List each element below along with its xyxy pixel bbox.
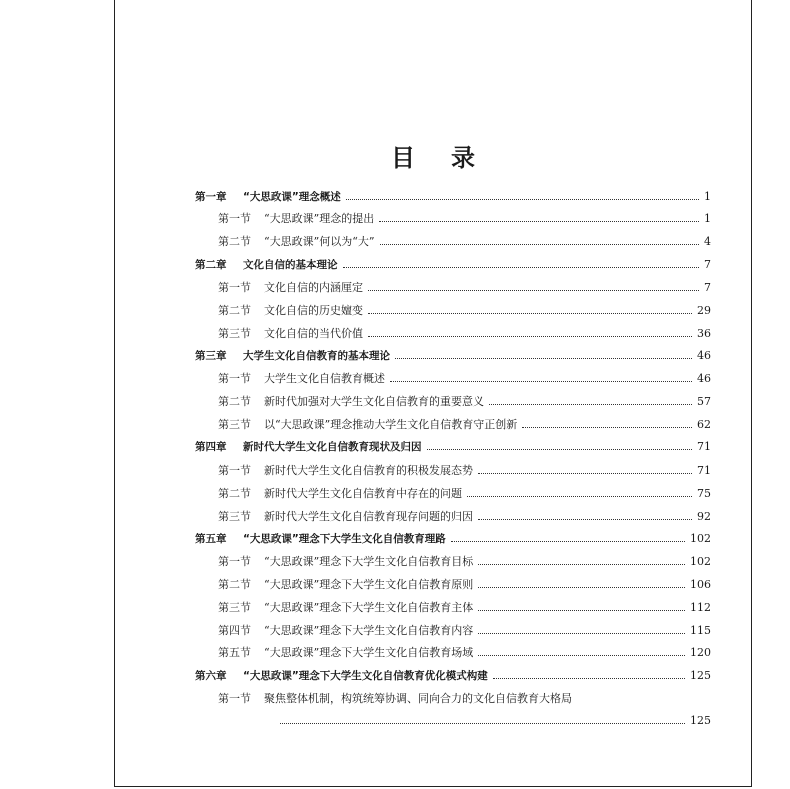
toc-leader-dots: [368, 313, 692, 314]
toc-section-row[interactable]: [218, 301, 711, 319]
toc-section-row[interactable]: [218, 689, 711, 707]
toc-entry-number: 第六章: [195, 669, 227, 682]
toc-page-number: 1: [704, 189, 711, 203]
toc-entry-number: 第二节: [218, 395, 251, 408]
book-page: [114, 0, 752, 787]
toc-leader-dots: [379, 221, 699, 222]
toc-entry-number: 第一章: [195, 190, 227, 203]
toc-page-number: 57: [697, 394, 711, 408]
toc-section-row[interactable]: [218, 621, 711, 639]
toc-section-row[interactable]: [218, 484, 711, 502]
toc-entry-title: “大思政课”理念下大学生文化自信教育主体: [264, 601, 474, 614]
toc-entry-number: 第三章: [195, 349, 227, 362]
toc-entry-title: “大思政课”何以为“大”: [264, 235, 375, 248]
toc-entry-title: 新时代大学生文化自信教育的积极发展态势: [264, 464, 473, 477]
toc-entry-title: “大思政课”理念下大学生文化自信教育理路: [243, 532, 446, 545]
toc-entry-number: 第一节: [218, 212, 251, 225]
toc-entry-title: 文化自信的历史嬗变: [264, 304, 363, 317]
toc-page-number: 120: [690, 645, 711, 659]
toc-page-number: 7: [704, 257, 711, 271]
toc-entry-title: 文化自信的当代价值: [264, 327, 363, 340]
toc-chapter-row[interactable]: [195, 529, 711, 547]
toc-entry-number: 第三节: [218, 601, 251, 614]
toc-page-number: 29: [697, 303, 711, 317]
toc-entry-number: 第五章: [195, 532, 227, 545]
toc-section-row[interactable]: [218, 643, 711, 661]
toc-leader-dots: [280, 723, 685, 724]
toc-entry-title: 大学生文化自信教育的基本理论: [243, 349, 390, 362]
toc-entry-number: 第一节: [218, 372, 251, 385]
toc-leader-dots: [380, 244, 700, 245]
page-title: [115, 138, 751, 173]
toc-leader-dots: [368, 290, 699, 291]
toc-chapter-row[interactable]: [195, 437, 711, 455]
toc-entry-title: “大思政课”理念的提出: [264, 212, 375, 225]
toc-page-number: 36: [697, 326, 711, 340]
toc-entry-number: 第二节: [218, 578, 251, 591]
toc-page-number: 71: [697, 439, 711, 453]
toc-section-row[interactable]: [218, 209, 711, 227]
toc-entry-number: 第四章: [195, 440, 227, 453]
toc-entry-number: 第一节: [218, 281, 251, 294]
toc-page-number: 4: [704, 234, 711, 248]
toc-leader-dots: [478, 655, 685, 656]
toc-section-row[interactable]: [218, 278, 711, 296]
toc-section-row[interactable]: [218, 575, 711, 593]
toc-page-number: 46: [697, 348, 711, 362]
toc-page-number: 125: [690, 713, 711, 727]
toc-section-row[interactable]: [218, 507, 711, 525]
toc-entry-title: 新时代大学生文化自信教育现状及归因: [243, 440, 422, 453]
toc-entry-number: 第一节: [218, 464, 251, 477]
toc-entry-title: “大思政课”理念概述: [243, 190, 341, 203]
toc-entry-number: 第三节: [218, 418, 251, 431]
toc-section-row[interactable]: [218, 415, 711, 433]
toc-leader-dots: [489, 404, 692, 405]
toc-section-row[interactable]: [218, 324, 711, 342]
toc-leader-dots: [343, 267, 700, 268]
toc-leader-dots: [478, 473, 692, 474]
toc-leader-dots: [478, 587, 685, 588]
toc-page-number: 1: [704, 211, 711, 225]
toc-entry-title: 新时代加强对大学生文化自信教育的重要意义: [264, 395, 484, 408]
toc-leader-dots: [346, 199, 699, 200]
toc-entry-number: 第二章: [195, 258, 227, 271]
toc-chapter-row[interactable]: [195, 346, 711, 364]
toc-entry-title: “大思政课”理念下大学生文化自信教育内容: [264, 624, 474, 637]
toc-entry-title: 新时代大学生文化自信教育现存问题的归因: [264, 510, 473, 523]
toc-leader-dots: [368, 336, 692, 337]
toc-leader-dots: [478, 519, 692, 520]
toc-leader-dots: [478, 610, 685, 611]
toc-leader-dots: [451, 541, 685, 542]
toc-entry-title: “大思政课”理念下大学生文化自信教育场域: [264, 646, 474, 659]
toc-section-row[interactable]: [218, 369, 711, 387]
toc-page-number: 115: [690, 623, 711, 637]
toc-entry-title: 新时代大学生文化自信教育中存在的问题: [264, 487, 462, 500]
toc-leader-dots: [395, 358, 692, 359]
toc-entry-number: 第三节: [218, 510, 251, 523]
toc-section-row[interactable]: [218, 392, 711, 410]
toc-page-number: 7: [704, 280, 711, 294]
toc-page-number: 71: [697, 463, 711, 477]
toc-entry-title: “大思政课”理念下大学生文化自信教育优化模式构建: [243, 669, 488, 682]
toc-entry-title: “大思政课”理念下大学生文化自信教育目标: [264, 555, 474, 568]
toc-entry-number: 第二节: [218, 487, 251, 500]
title-char-2: 录: [451, 143, 475, 172]
toc-chapter-row[interactable]: [195, 666, 711, 684]
toc-page-number: 125: [690, 668, 711, 682]
toc-leader-dots: [478, 564, 685, 565]
toc-entry-title: 以“大思政课”理念推动大学生文化自信教育守正创新: [264, 418, 518, 431]
toc-entry-number: 第二节: [218, 235, 251, 248]
toc-page-number: 106: [690, 577, 711, 591]
toc-page-number: 62: [697, 417, 711, 431]
toc-page-number: 112: [690, 600, 711, 614]
toc-leader-dots: [467, 496, 692, 497]
toc-entry-title: “大思政课”理念下大学生文化自信教育原则: [264, 578, 474, 591]
toc-entry-title: 文化自信的内涵厘定: [264, 281, 363, 294]
toc-section-row[interactable]: [218, 461, 711, 479]
toc-entry-title: 聚焦整体机制，构筑统筹协调、同向合力的文化自信教育大格局: [264, 692, 572, 705]
toc-leader-dots: [493, 678, 685, 679]
toc-section-row[interactable]: [218, 232, 711, 250]
toc-leader-dots: [522, 427, 692, 428]
toc-chapter-row[interactable]: [195, 255, 711, 273]
toc-leader-dots: [478, 633, 685, 634]
toc-section-row[interactable]: [275, 711, 711, 729]
title-char-1: 目: [391, 143, 415, 172]
toc-entry-title: 文化自信的基本理论: [243, 258, 338, 271]
toc-entry-number: 第四节: [218, 624, 251, 637]
toc-entry-number: 第一节: [218, 692, 251, 705]
toc-section-row[interactable]: [218, 552, 711, 570]
toc-page-number: 102: [690, 554, 711, 568]
toc-chapter-row[interactable]: [195, 187, 711, 205]
toc-page-number: 92: [697, 509, 711, 523]
toc-leader-dots: [390, 381, 692, 382]
toc-entry-number: 第五节: [218, 646, 251, 659]
toc-entry-number: 第三节: [218, 327, 251, 340]
toc-entry-number: 第一节: [218, 555, 251, 568]
toc-page-number: 75: [697, 486, 711, 500]
toc-entry-title: 大学生文化自信教育概述: [264, 372, 385, 385]
toc-page-number: 46: [697, 371, 711, 385]
toc-section-row[interactable]: [218, 598, 711, 616]
toc-page-number: 102: [690, 531, 711, 545]
toc-leader-dots: [427, 449, 693, 450]
toc-entry-number: 第二节: [218, 304, 251, 317]
